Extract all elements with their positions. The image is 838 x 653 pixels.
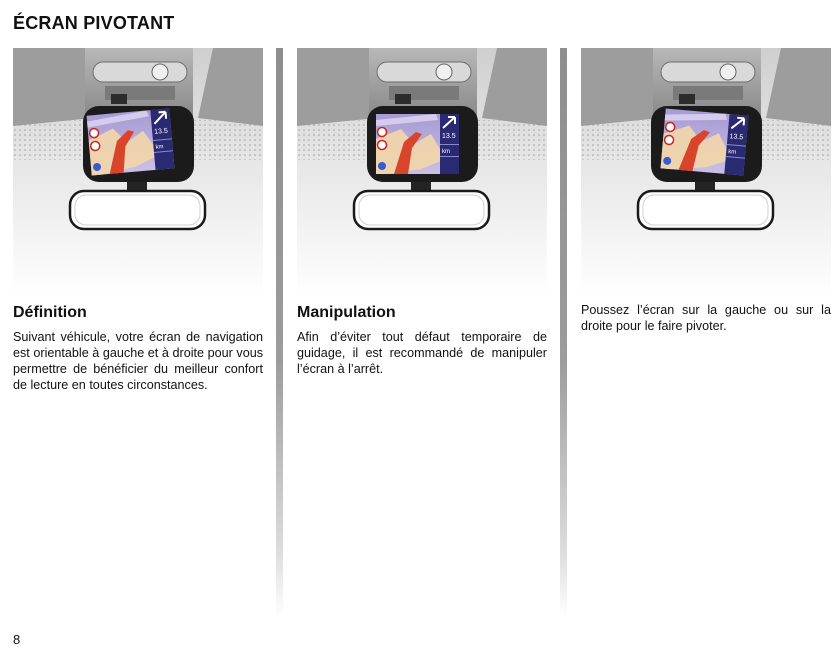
rear-view-mirror [354, 191, 489, 229]
gps-distance-value: 13.5 [442, 133, 456, 140]
column-definition [13, 48, 263, 393]
rear-view-mirror [70, 191, 205, 229]
section-heading: Définition [13, 304, 87, 321]
section-text: Afin d’éviter tout défaut temporaire de guidage, il est recommandé de manipuler l’écran à l’arrêt. [297, 330, 547, 376]
gps-distance-value: 13.5 [153, 127, 169, 136]
gps-screen [661, 109, 749, 176]
section-text: Poussez l’écran sur la gauche ou sur la droite pour le faire pivoter. [581, 303, 831, 333]
gps-distance-unit: km [727, 149, 737, 156]
section-heading: Manipulation [297, 304, 396, 321]
page-number: 8 [13, 632, 21, 647]
section-text: Suivant véhicule, votre écran de navigation est orientable à gauche et à droite pour vous permettre de bénéficier du meilleur confort de lecture en toutes circonstances. [13, 330, 263, 392]
gps-distance-unit: km [155, 144, 164, 151]
gps-mounted-illustration [581, 48, 831, 298]
gps-screen [87, 108, 175, 175]
gps-screen [376, 114, 459, 174]
page-title: ÉCRAN PIVOTANT [13, 13, 175, 33]
column-divider [276, 48, 283, 618]
gps-distance-value: 13.5 [729, 133, 744, 142]
column-pivot [581, 48, 831, 334]
gps-mounted-illustration [297, 48, 547, 298]
column-manipulation [297, 48, 547, 377]
gps-mounted-illustration [13, 48, 263, 298]
gps-distance-unit: km [442, 149, 450, 155]
rear-view-mirror [638, 191, 773, 229]
column-divider [560, 48, 567, 618]
